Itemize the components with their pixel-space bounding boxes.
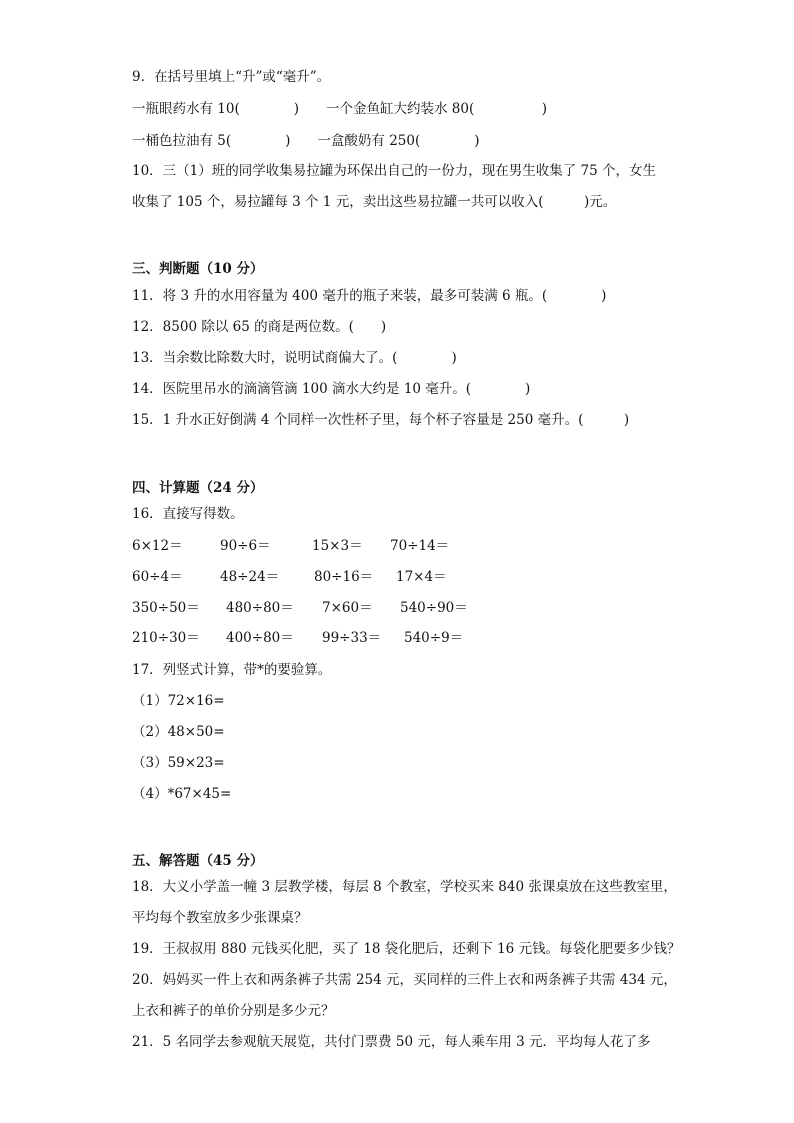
calc-row: [132, 628, 692, 648]
calc-item: 350÷50＝: [132, 600, 200, 616]
calc-item: 70÷14＝: [390, 538, 450, 554]
calc-row: [132, 598, 692, 618]
question-17-part-1: （1）72×16=: [132, 693, 225, 709]
question-12: 12．8500 除以 65 的商是两位数。( ): [132, 319, 387, 335]
calc-row: [132, 536, 692, 556]
question-17-part-4: （4）*67×45=: [132, 786, 232, 802]
calc-item: 48÷24＝: [220, 569, 280, 585]
question-11: 11．将 3 升的水用容量为 400 毫升的瓶子来装，最多可装满 6 瓶。( ): [132, 288, 607, 304]
question-20-line-2: 上衣和裤子的单价分别是多少元？: [132, 1003, 335, 1019]
question-20-line-1: 20．妈妈买一件上衣和两条裤子共需 254 元，买同样的三件上衣和两条裤子共需 434 元，: [132, 972, 677, 988]
calc-item: 80÷16＝: [314, 569, 374, 585]
question-18-line-1: 18．大义小学盖一幢 3 层教学楼，每层 8 个教室，学校买来 840 张课桌放在这些教室里，: [132, 879, 677, 895]
question-9-line-2: 一桶色拉油有 5( ) 一盒酸奶有 250( ): [132, 133, 480, 149]
section-4-heading: 四、计算题（24 分）: [132, 480, 264, 496]
question-14: 14．医院里吊水的滴滴管滴 100 滴水大约是 10 毫升。( ): [132, 381, 531, 397]
question-17-part-2: （2）48×50=: [132, 724, 225, 740]
calc-item: 400÷80＝: [226, 630, 294, 646]
question-16-stem: 16．直接写得数。: [132, 506, 244, 522]
calc-item: 6×12＝: [132, 538, 183, 554]
question-10-line-1: 10．三（1）班的同学收集易拉罐为环保出自己的一份力，现在男生收集了 75 个，女生: [132, 163, 657, 179]
question-15: 15．1 升水正好倒满 4 个同样一次性杯子里，每个杯子容量是 250 毫升。( ): [132, 412, 630, 428]
calc-item: 480÷80＝: [226, 600, 294, 616]
section-3-heading: 三、判断题（10 分）: [132, 261, 264, 277]
question-21-line-1: 21．5 名同学去参观航天展览，共付门票费 50 元，每人乘车用 3 元．平均每人花了多: [132, 1034, 651, 1050]
section-5-heading: 五、解答题（45 分）: [132, 853, 264, 869]
question-9-stem: 9．在括号里填上“升”或“毫升”。: [132, 69, 331, 85]
calc-item: 99÷33＝: [322, 630, 382, 646]
calc-item: 15×3＝: [312, 538, 363, 554]
question-17-stem: 17．列竖式计算，带*的要验算。: [132, 662, 332, 678]
calc-item: 90÷6＝: [220, 538, 271, 554]
calc-item: 60÷4＝: [132, 569, 183, 585]
calc-item: 540÷9＝: [404, 630, 464, 646]
question-10-line-2: 收集了 105 个，易拉罐每 3 个 1 元，卖出这些易拉罐一共可以收入( )元。: [132, 194, 617, 210]
question-17-part-3: （3）59×23=: [132, 755, 225, 771]
calc-item: 17×4＝: [396, 569, 447, 585]
question-19: 19．王叔叔用 880 元钱买化肥，买了 18 袋化肥后，还剩下 16 元钱。每袋化肥要多少钱？: [132, 941, 681, 957]
question-18-line-2: 平均每个教室放多少张课桌？: [132, 910, 308, 926]
calc-item: 7×60＝: [322, 600, 373, 616]
question-13: 13．当余数比除数大时，说明试商偏大了。( ): [132, 350, 457, 366]
question-9-line-1: 一瓶眼药水有 10( ) 一个金鱼缸大约装水 80( ): [132, 101, 548, 117]
calc-item: 540÷90＝: [400, 600, 468, 616]
calc-row: [132, 567, 692, 587]
calc-item: 210÷30＝: [132, 630, 200, 646]
